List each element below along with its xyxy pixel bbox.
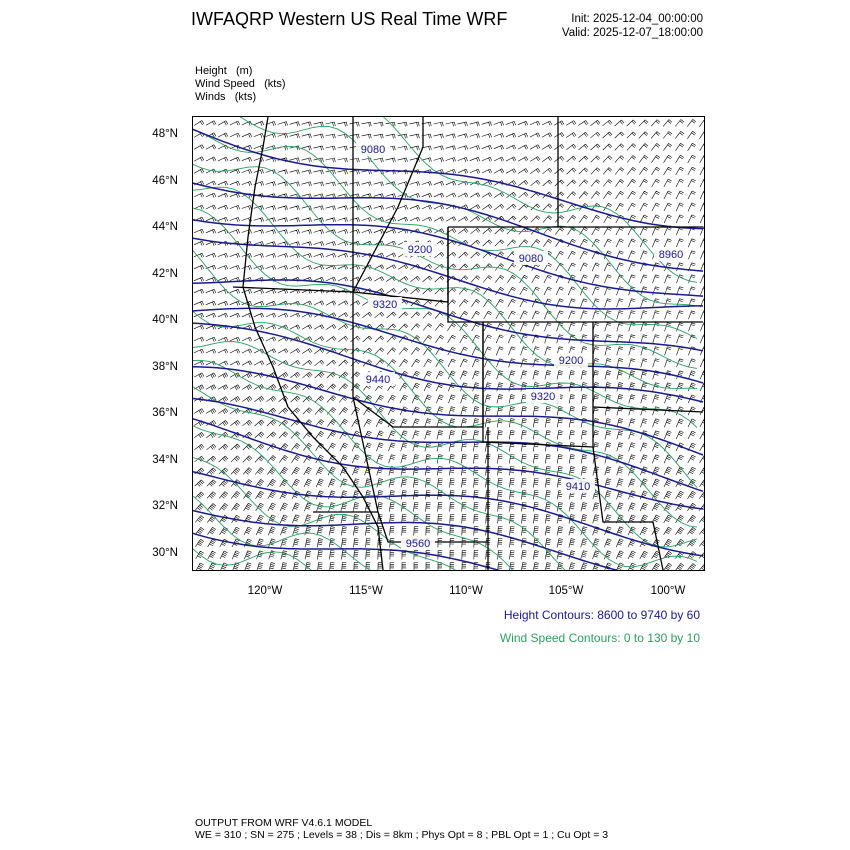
wind-speed-contour bbox=[193, 208, 697, 427]
height-contour-label: 9200 bbox=[558, 355, 584, 367]
height-contour bbox=[193, 323, 703, 402]
model-info-line1: OUTPUT FROM WRF V4.6.1 MODEL bbox=[195, 817, 373, 829]
height-contour bbox=[193, 533, 703, 570]
height-contour bbox=[193, 472, 703, 556]
lat-label: 36°N bbox=[152, 407, 178, 419]
lat-label: 42°N bbox=[152, 268, 178, 280]
field-unit: (kts) bbox=[234, 91, 257, 103]
wind-speed-contour bbox=[193, 251, 697, 488]
wind-speed-contours-note: Wind Speed Contours: 0 to 130 by 10 bbox=[499, 631, 700, 645]
lon-label: 100°W bbox=[650, 585, 686, 597]
state-border bbox=[593, 447, 663, 570]
height-contour-label: 9080 bbox=[360, 144, 386, 156]
wind-speed-contour bbox=[193, 458, 697, 570]
height-contour-label: 9320 bbox=[372, 299, 398, 311]
height-contours-layer bbox=[193, 130, 703, 571]
field-legend-height bbox=[195, 65, 252, 77]
state-borders-layer bbox=[233, 117, 703, 570]
map-canvas bbox=[193, 117, 704, 570]
init-time: Init: 2025-12-04_00:00:00 bbox=[571, 13, 703, 25]
wind-speed-contour bbox=[193, 129, 697, 339]
field-unit: (kts) bbox=[264, 78, 286, 90]
lon-label: 115°W bbox=[349, 585, 383, 597]
height-contour-label: 9560 bbox=[405, 538, 431, 550]
field-name: Wind Speed bbox=[195, 78, 255, 90]
height-contour-label: 9410 bbox=[565, 481, 591, 493]
valid-time: Valid: 2025-12-07_18:00:00 bbox=[561, 27, 703, 39]
map-panel bbox=[192, 116, 705, 571]
wind-speed-contour bbox=[193, 117, 697, 282]
field-legend-wind-speed bbox=[195, 78, 286, 90]
wind-speed-contour bbox=[193, 549, 697, 570]
lat-label: 48°N bbox=[152, 128, 178, 140]
plot-title: IWFAQRP Western US Real Time WRF bbox=[191, 9, 508, 29]
field-legend-winds bbox=[195, 91, 256, 103]
height-contour-label: 9440 bbox=[365, 374, 391, 386]
field-name: Winds bbox=[195, 91, 226, 103]
lon-label: 110°W bbox=[449, 585, 483, 597]
height-contour-label: 9320 bbox=[530, 391, 556, 403]
model-info-line2: WE = 310 ; SN = 275 ; Levels = 38 ; Dis = 8km ; Phys Opt = 8 ; PBL Opt = 1 ; Cu Opt = 3 bbox=[195, 829, 609, 841]
state-border bbox=[593, 407, 703, 412]
height-contour-label: 9080 bbox=[518, 253, 544, 265]
lon-label: 105°W bbox=[548, 585, 584, 597]
lat-label: 34°N bbox=[152, 454, 178, 466]
height-contour bbox=[193, 130, 703, 229]
lat-label: 46°N bbox=[152, 175, 178, 187]
lat-label: 30°N bbox=[152, 547, 178, 559]
wind-speed-contours-layer bbox=[193, 117, 697, 570]
lat-label: 44°N bbox=[152, 221, 178, 233]
lat-label: 32°N bbox=[152, 500, 178, 512]
lon-label: 120°W bbox=[247, 585, 283, 597]
wind-speed-contour bbox=[193, 164, 697, 368]
lat-label: 38°N bbox=[152, 361, 178, 373]
lat-label: 40°N bbox=[152, 314, 178, 326]
field-name: Height bbox=[195, 65, 227, 77]
height-contour-label: 9200 bbox=[407, 244, 433, 256]
height-contours-note: Height Contours: 8600 to 9740 by 60 bbox=[503, 608, 700, 622]
field-unit: (m) bbox=[235, 65, 253, 77]
state-border bbox=[448, 117, 558, 227]
height-contour-label: 8960 bbox=[658, 249, 684, 261]
